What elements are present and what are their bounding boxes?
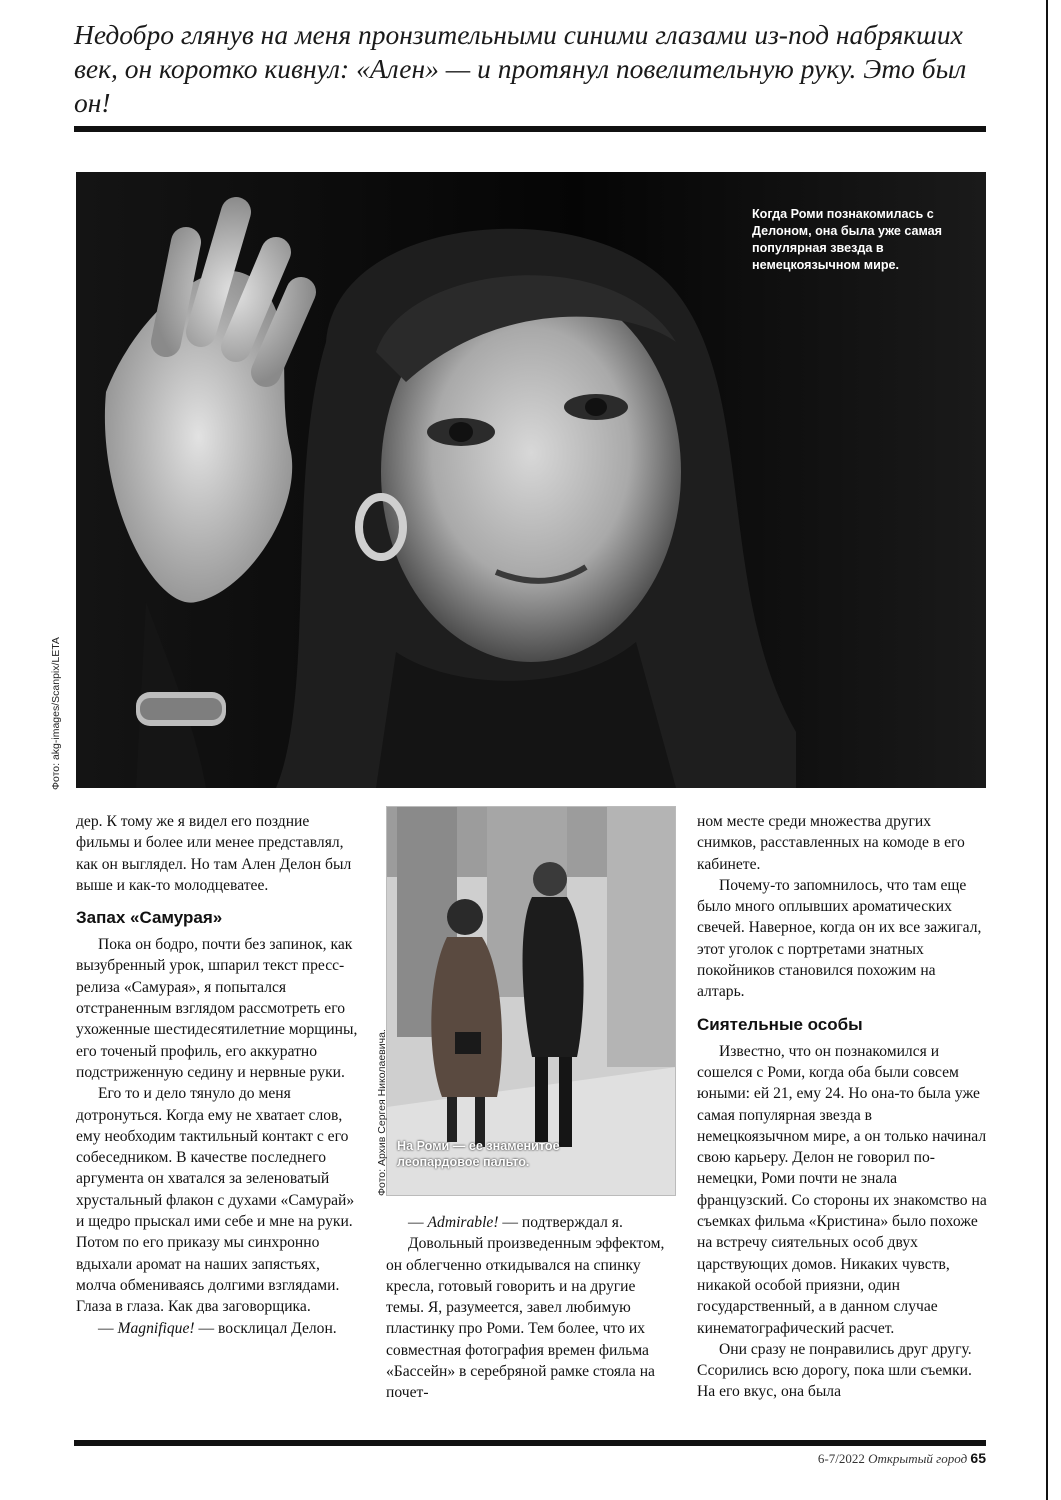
footer-issue: 6-7/2022 [817,1451,865,1466]
column-2 [386,1212,676,1404]
quote-word: Admirable! [427,1214,499,1231]
paragraph: Его то и дело тянуло до меня дотронуться. Когда ему не хватает слов, ему необходим тактильный контакт с его собеседником. В качестве последнего аргумента он хватался за зеленоватый хрустальный флакон с духами «Самурай» и щедро прыскал ими себе и мне на руки. Потом по его приказу мы синхронно вдыхали аромат на наших запястьях, молча обмениваясь долгими взглядами. Глаза в глаза. Как два заговорщика. [76,1085,355,1316]
paragraph: Пока он бодро, почти без запинок, как вызубренный урок, шпарил текст пресс-релиза «Самурая», я попытался отстраненным взглядом рассмотреть его ухоженные шестидесятилетние морщины, его точеный профиль, его аккуратно подстриженную седину и нервные руки. [76,936,358,1081]
section-heading-samurai: Запах «Самурая» [76,908,223,928]
paragraph: Довольный произведенным эффектом, он облегченно откидывался на спинку кресла, готовый говорить и на другие темы. Я, разумеется, завел любимую пластинку про Роми. Тем более, что их совместная фотография времен фильма «Бассейн» в серебряной рамке стояла на почет- [386,1235,665,1402]
paragraph: ном месте среди множества других снимков, расставленных на комоде в его кабинете. [697,813,965,873]
inset-photo-credit: Фото: Архив Сергея Николаевича. [376,1029,388,1196]
lead-quote: Недобро глянув на меня пронзительными синими глазами из-под набрякших век, он коротко кивнул: «Ален» — и протянул повелительную руку. Это был он! [74,19,967,118]
paragraph: Известно, что он познакомился и сошелся с Роми, когда оба были совсем юными: ей 21, ему 24. Но она-то была уже самая популярная звезда в немецкоязычном мире, а он только начинал свою карьеру. Делон не говорил по-немецки, Роми почти не знала французский. Со стороны их знакомство на съемках фильма «Кристина» было похоже на встречу сиятельных особ двух царствующих домов. Никаких чувств, никакой особой приязни, один государственный, а в данном случае кинематографический расчет. [697,1042,987,1337]
paragraph: Почему-то запомнилось, что там еще было много оплывших ароматических свечей. Наверное, когда он их все зажигал, этот уголок с портретами знатных покойников становился похожим на алтарь. [697,876,982,1001]
top-divider [74,126,986,132]
paragraph: дер. К тому же я видел его поздние фильмы и более или менее представлял, как он выглядел. Но там Ален Делон был выше и как-то молодцеватее. [76,813,352,894]
page-footer [818,1450,986,1467]
paragraph-quote: — Admirable! — подтверждал я. [408,1214,623,1231]
paragraph: Они сразу не понравились друг другу. Ссорились всю дорогу, пока шли съемки. На его вкус, она была [697,1340,972,1401]
bottom-divider [74,1440,986,1446]
right-edge-rule [1046,0,1048,1500]
column-3 [697,811,987,1403]
section-heading-noble: Сиятельные особы [697,1014,863,1034]
inset-photo-caption: На Роми — ее знаменитое леопардовое пальто. [397,1139,560,1169]
paragraph-quote: — Magnifique! — восклицал Делон. [98,1319,337,1337]
main-photo-caption: Когда Роми познакомилась с Делоном, она была уже самая популярная звезда в немецкоязычном мире. [752,207,943,272]
main-photo-credit: Фото: akg-images/Scanpix/LETA [50,637,62,790]
quote-word: Magnifique! [117,1319,195,1337]
column-1 [76,811,362,1339]
footer-magazine-title: Открытый город [868,1451,968,1466]
quote-rest: — подтверждал я. [498,1214,623,1231]
quote-rest: — восклицал Делон. [194,1319,337,1337]
footer-page-number: 65 [970,1450,986,1466]
